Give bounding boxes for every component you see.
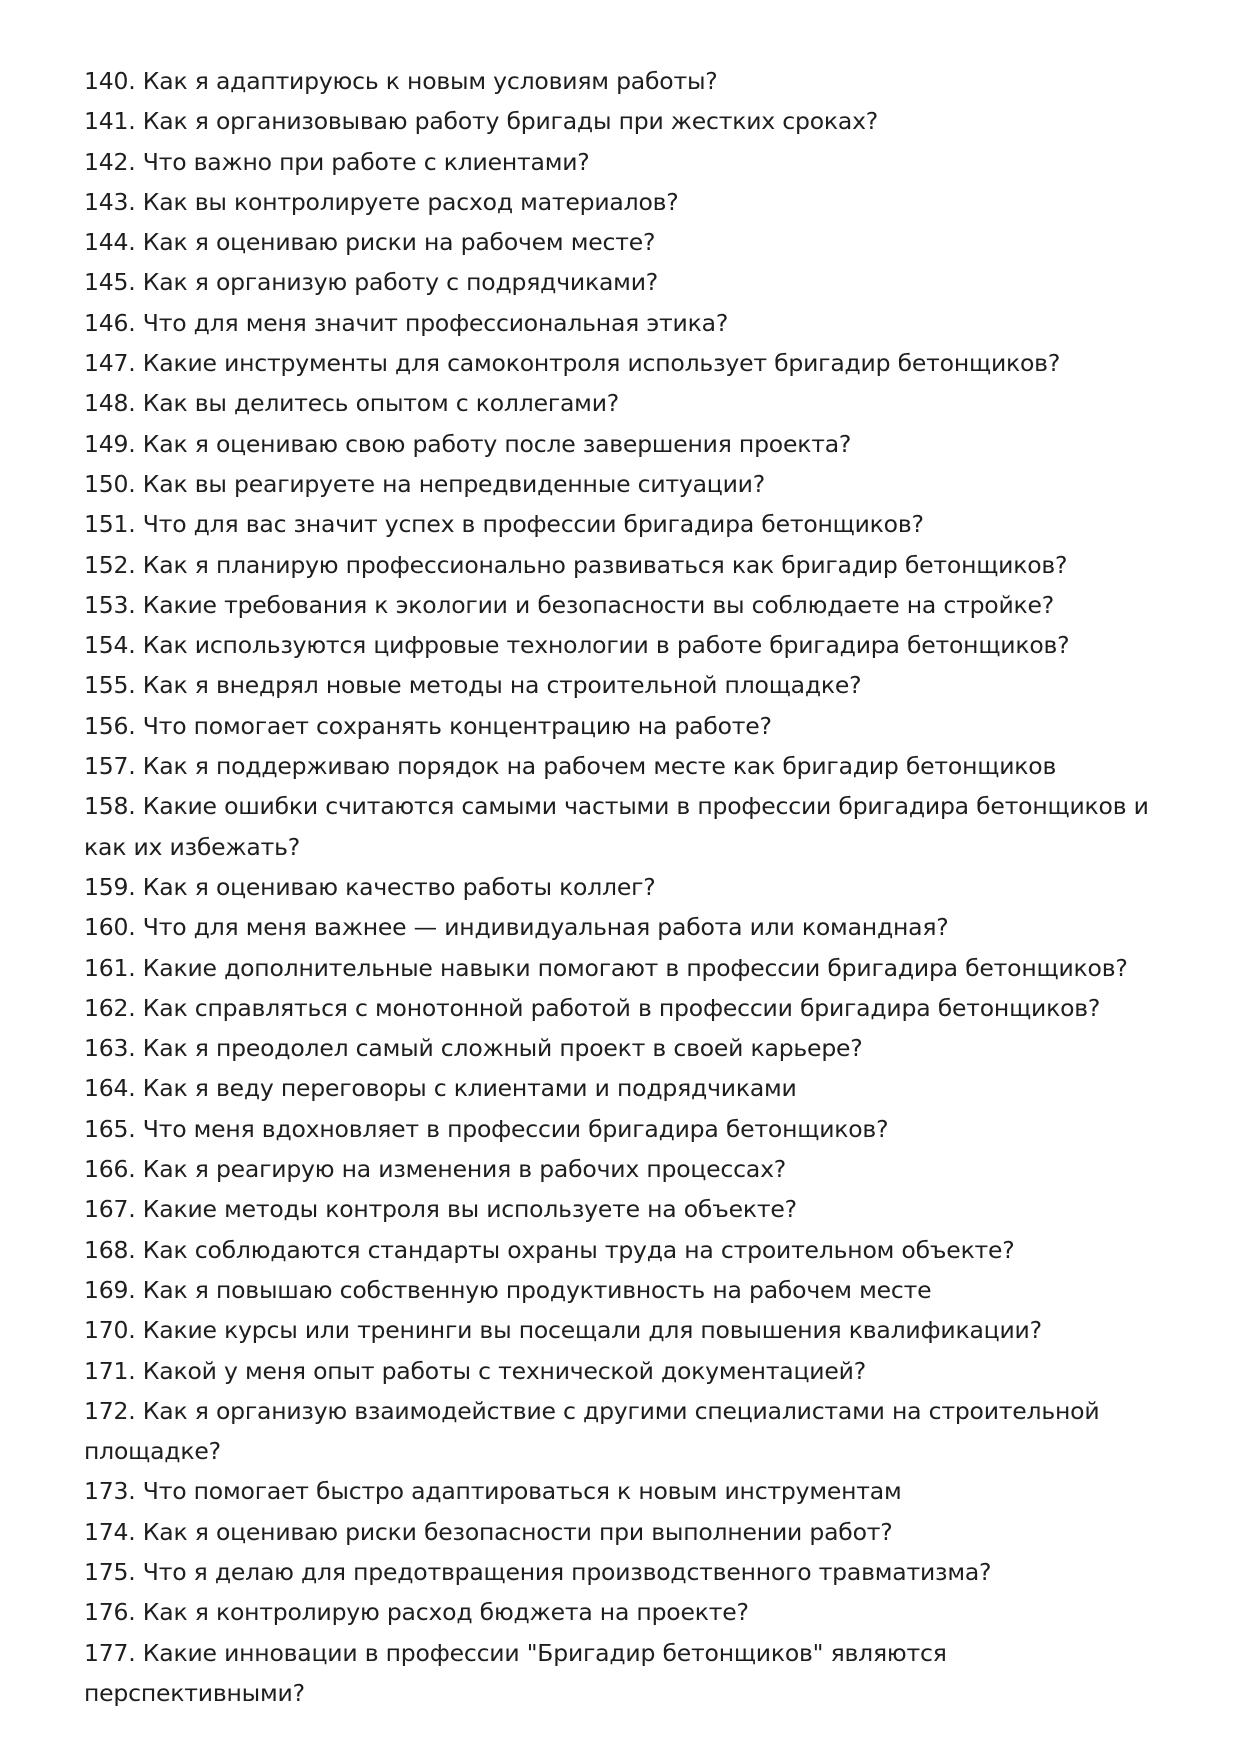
list-item: 165. Что меня вдохновляет в профессии бригадира бетонщиков? (84, 1114, 889, 1143)
list-item: 161. Какие дополнительные навыки помогают в профессии бригадира бетонщиков? (84, 953, 1128, 982)
list-item: 146. Что для меня значит профессиональная этика? (84, 308, 729, 337)
list-item: 158. Какие ошибки считаются самыми частыми в профессии бригадира бетонщиков и как их избежать? (84, 792, 1149, 861)
list-item: 176. Как я контролирую расход бюджета на проекте? (84, 1598, 749, 1627)
question-list (84, 61, 1154, 1713)
list-item: 166. Как я реагирую на изменения в рабочих процессах? (84, 1155, 787, 1184)
list-item: 157. Как я поддерживаю порядок на рабочем месте как бригадир бетонщиков (84, 752, 1057, 781)
list-item: 160. Что для меня важнее — индивидуальная работа или командная? (84, 913, 949, 942)
list-item: 145. Как я организую работу с подрядчиками? (84, 268, 659, 297)
list-item: 140. Как я адаптируюсь к новым условиям работы? (84, 67, 718, 95)
list-item: 154. Как используются цифровые технологии в работе бригадира бетонщиков? (84, 631, 1070, 660)
list-item: 169. Как я повышаю собственную продуктивность на рабочем месте (84, 1275, 932, 1304)
list-item: 173. Что помогает быстро адаптироваться к новым инструментам (84, 1477, 902, 1506)
list-item: 148. Как вы делитесь опытом с коллегами? (84, 389, 620, 418)
list-item: 144. Как я оцениваю риски на рабочем месте? (84, 228, 656, 257)
list-item: 167. Какие методы контроля вы используете на объекте? (84, 1195, 797, 1224)
document-page (84, 61, 1154, 1713)
list-item: 164. Как я веду переговоры с клиентами и подрядчиками (84, 1074, 797, 1103)
list-item: 149. Как я оцениваю свою работу после завершения проекта? (84, 429, 852, 458)
list-item: 163. Как я преодолел самый сложный проект в своей карьере? (84, 1034, 863, 1063)
list-item: 153. Какие требования к экологии и безопасности вы соблюдаете на стройке? (84, 590, 1055, 619)
list-item: 152. Как я планирую профессионально развиваться как бригадир бетонщиков? (84, 550, 1068, 579)
list-item: 171. Какой у меня опыт работы с технической документацией? (84, 1356, 866, 1385)
list-item: 155. Как я внедрял новые методы на строительной площадке? (84, 671, 862, 700)
list-item: 162. Как справляться с монотонной работой в профессии бригадира бетонщиков? (84, 993, 1101, 1022)
list-item: 151. Что для вас значит успех в профессии бригадира бетонщиков? (84, 510, 924, 539)
list-item: 177. Какие инновации в профессии "Бригадир бетонщиков" являются перспективными? (84, 1638, 947, 1707)
list-item: 168. Как соблюдаются стандарты охраны труда на строительном объекте? (84, 1235, 1015, 1264)
list-item: 143. Как вы контролируете расход материалов? (84, 187, 679, 216)
list-item: 175. Что я делаю для предотвращения производственного травматизма? (84, 1557, 992, 1586)
list-item: 156. Что помогает сохранять концентрацию на работе? (84, 711, 772, 740)
list-item: 159. Как я оцениваю качество работы коллег? (84, 872, 656, 901)
list-item: 172. Как я организую взаимодействие с другими специалистами на строительной площадке? (84, 1396, 1100, 1466)
list-item: 142. Что важно при работе с клиентами? (84, 147, 590, 176)
list-item: 170. Какие курсы или тренинги вы посещали для повышения квалификации? (84, 1316, 1042, 1345)
list-item: 150. Как вы реагируете на непредвиденные ситуации? (84, 469, 766, 498)
list-item: 147. Какие инструменты для самоконтроля использует бригадир бетонщиков? (84, 349, 1061, 378)
list-item: 141. Как я организовываю работу бригады при жестких сроках? (84, 107, 879, 136)
list-item: 174. Как я оцениваю риски безопасности при выполнении работ? (84, 1517, 893, 1546)
